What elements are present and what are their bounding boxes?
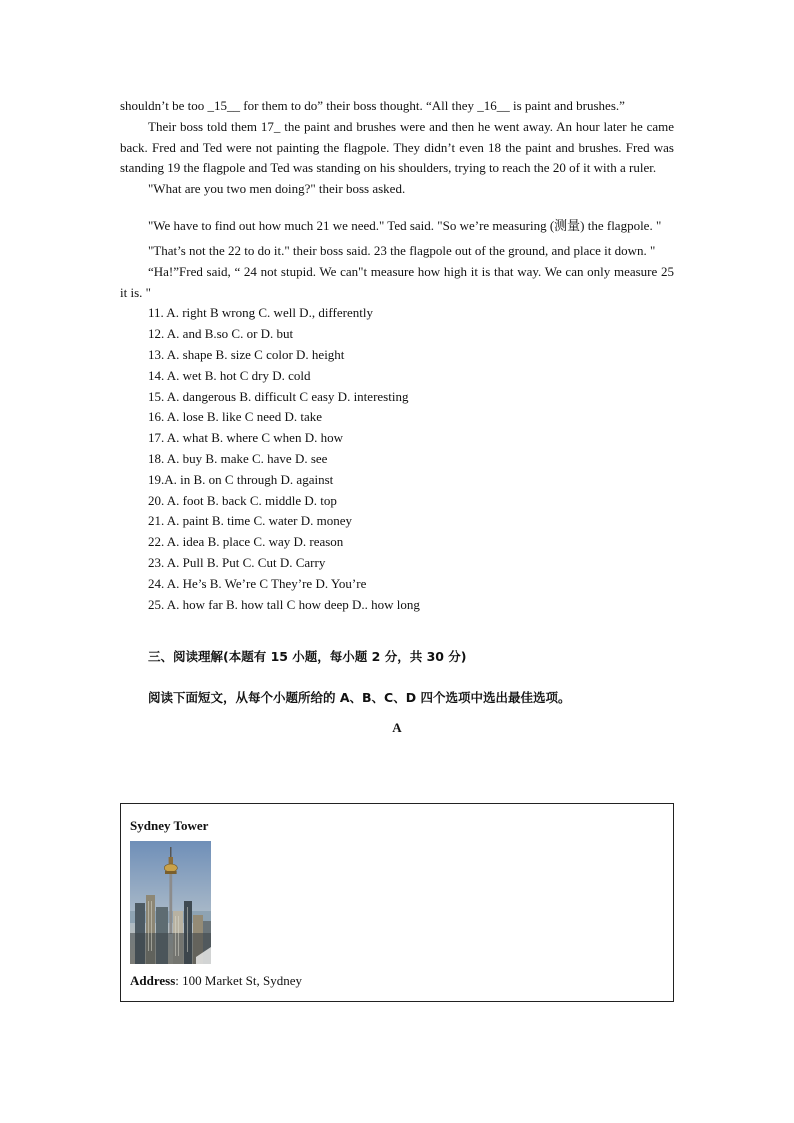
section-instruction: 阅读下面短文，从每个小题所给的 A、B、C、D 四个选项中选出最佳选项。: [148, 690, 571, 706]
question-list: [120, 303, 674, 615]
question-item: 15. A. dangerous B. difficult C easy D. interesting: [148, 388, 409, 404]
sydney-tower-box: [120, 803, 674, 1002]
question-item: 17. A. what B. where C when D. how: [148, 430, 343, 446]
address-line: [130, 973, 302, 989]
document-body: [120, 96, 674, 736]
passage-paragraph-6: “Ha!”Fred said, “ 24 not stupid. We can"t measure how high it is that way. We can only measure 25 it is. ": [120, 263, 674, 300]
box-title: Sydney Tower: [130, 818, 209, 833]
passage-paragraph-3: "What are you two men doing?" their boss asked.: [148, 181, 406, 197]
address-value: : 100 Market St, Sydney: [175, 973, 303, 988]
question-item: 25. A. how far B. how tall C how deep D.. how long: [148, 596, 420, 612]
passage-paragraph-2: Their boss told them 17_ the paint and brushes were and then he went away. An hour later he came back. Fred and Ted were not painting the flagpole. They didn’t even 18 the paint and brushes. Fred was standing 19 the flagpole and Ted was standing on his shoulders, trying to reach the 20 of it with a ruler.: [120, 118, 674, 176]
passage-paragraph-4: "We have to find out how much 21 we need." Ted said. "So we’re measuring (测量) the flagpole. ": [148, 217, 662, 233]
passage-paragraph-5: "That’s not the 22 to do it." their boss said. 23 the flagpole out of the ground, and place it down. ": [148, 242, 656, 258]
question-item: 21. A. paint B. time C. water D. money: [148, 513, 353, 529]
question-item: 18. A. buy B. make C. have D. see: [148, 450, 328, 466]
question-item: 11. A. right B wrong C. well D., differently: [148, 305, 373, 321]
address-label: Address: [130, 973, 176, 988]
question-item: 13. A. shape B. size C color D. height: [148, 346, 345, 362]
question-item: 12. A. and B.so C. or D. but: [148, 326, 294, 342]
question-item: 16. A. lose B. like C need D. take: [148, 409, 323, 425]
passage-line-1: shouldn’t be too _15__ for them to do” their boss thought. “All they _16__ is paint and brushes.”: [120, 98, 625, 113]
question-item: 20. A. foot B. back C. middle D. top: [148, 492, 337, 508]
question-item: 19.A. in B. on C through D. against: [148, 471, 334, 487]
passage-label: A: [392, 720, 402, 736]
sydney-tower-photo-icon: [130, 841, 211, 964]
question-item: 24. A. He’s B. We’re C They’re D. You’re: [148, 575, 367, 591]
section-heading: 三、阅读理解(本题有 15 小题，每小题 2 分，共 30 分): [148, 649, 467, 665]
question-item: 22. A. idea B. place C. way D. reason: [148, 534, 344, 550]
question-item: 14. A. wet B. hot C dry D. cold: [148, 367, 311, 383]
question-item: 23. A. Pull B. Put C. Cut D. Carry: [148, 554, 326, 570]
